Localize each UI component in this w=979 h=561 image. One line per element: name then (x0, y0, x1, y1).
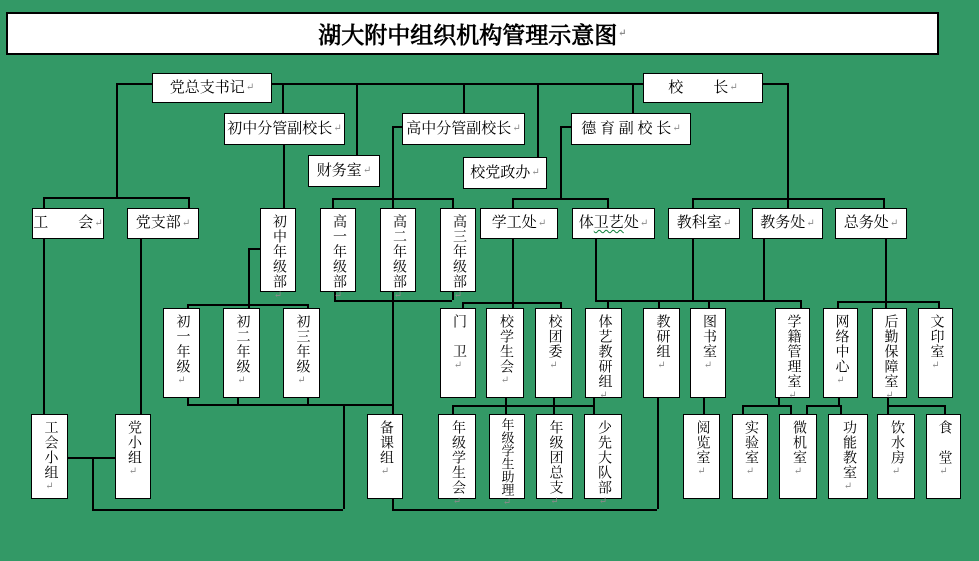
connector-line (92, 509, 343, 511)
node-finance-office[interactable] (308, 155, 380, 187)
connector-line (553, 405, 555, 414)
node-junior2-grade[interactable] (223, 308, 260, 398)
connector-line (463, 83, 465, 113)
connector-line (343, 404, 345, 509)
paragraph-mark: ↵ (272, 290, 284, 301)
connector-line (512, 239, 514, 302)
student-records-office-label: 学籍管理室 (785, 314, 801, 389)
paragraph-mark: ↵ (236, 375, 247, 386)
paragraph-mark: ↵ (722, 217, 732, 229)
connector-line (560, 126, 571, 128)
connector-line (392, 509, 657, 511)
paragraph-mark: ↵ (245, 82, 255, 93)
paragraph-mark: ↵ (451, 496, 463, 507)
node-party-general-secretary[interactable] (152, 73, 272, 103)
node-junior-vice-principal[interactable] (224, 113, 345, 145)
node-gate-guard[interactable] (440, 308, 476, 398)
party-small-group-label: 党小组 (126, 420, 141, 465)
connector-line (883, 198, 885, 208)
paragraph-mark: ↵ (890, 466, 902, 477)
node-laboratory[interactable] (732, 414, 768, 499)
connector-line (283, 145, 285, 208)
school-youth-league-label: 校团委 (546, 314, 562, 359)
connector-line (248, 248, 260, 250)
pe-health-art-office-label-pre: 体 (578, 215, 594, 231)
connector-line (595, 239, 597, 300)
senior3-grade-dept-label: 高三年级部 (451, 214, 466, 289)
paragraph-mark: ↵ (744, 466, 756, 477)
connector-line (392, 198, 394, 208)
node-lesson-prep-group[interactable] (367, 414, 403, 499)
paragraph-mark: ↵ (930, 360, 941, 371)
paragraph-mark: ↵ (94, 217, 103, 229)
paragraph-mark: ↵ (787, 390, 798, 401)
connector-line (392, 126, 394, 198)
grade-league-branch-label: 年级团总支 (547, 420, 563, 495)
paragraph-mark: ↵ (696, 466, 707, 477)
student-affairs-office-label: 学工处 (491, 215, 537, 231)
union-small-group-label: 工会小组 (42, 420, 58, 480)
paragraph-mark: ↵ (379, 466, 391, 477)
node-teaching-group[interactable] (643, 308, 680, 398)
paragraph-mark: ↵ (392, 290, 404, 301)
network-center-label: 网络中心 (833, 314, 849, 374)
connector-line (248, 248, 250, 304)
node-teaching-research-office[interactable] (668, 208, 740, 239)
node-general-affairs-office[interactable] (835, 208, 907, 239)
node-senior1-grade-dept[interactable] (320, 208, 356, 301)
paragraph-mark: ↵ (296, 375, 307, 386)
node-labor-union[interactable] (32, 208, 104, 239)
node-logistics-support-office[interactable] (872, 308, 907, 401)
connector-line (632, 83, 634, 113)
connector-line (537, 83, 539, 157)
academic-affairs-office-label: 教务处 (760, 215, 806, 231)
connector-line (188, 197, 190, 208)
node-school-student-union[interactable] (486, 308, 524, 398)
connector-line (356, 83, 358, 155)
paragraph-mark: ↵ (548, 360, 559, 371)
school-student-union-label: 校学生会 (498, 314, 513, 374)
paragraph-mark: ↵ (531, 167, 540, 178)
connector-line (512, 198, 607, 200)
moral-education-vice-principal-label: 德 育 副 校 长 (581, 120, 672, 137)
canteen-label: 食 堂 (936, 420, 952, 465)
senior-vice-principal-label: 高中分管副校长 (406, 120, 512, 137)
function-classroom-label: 功能教室 (841, 420, 856, 480)
connector-line (452, 405, 454, 414)
junior-grade-dept-label: 初中年级部 (271, 214, 286, 289)
pe-health-art-office-label-post: 处 (623, 215, 639, 231)
connector-line (703, 398, 705, 414)
connector-line (553, 398, 555, 405)
connector-line (116, 83, 118, 197)
connector-line (692, 198, 694, 208)
connector-line (560, 126, 562, 198)
node-computer-room[interactable] (779, 414, 817, 499)
connector-line (332, 198, 334, 208)
general-affairs-office-label: 总务处 (843, 215, 889, 231)
node-student-records-office[interactable] (775, 308, 810, 401)
connector-line (505, 398, 507, 405)
node-canteen[interactable] (926, 414, 961, 499)
node-junior1-grade[interactable] (163, 308, 200, 398)
grade-student-assistant-label: 年级学生助理 (499, 418, 515, 496)
connector-line (140, 239, 142, 415)
paragraph-mark: ↵ (181, 217, 191, 229)
connector-line (595, 300, 800, 302)
node-senior3-grade-dept[interactable] (440, 208, 476, 301)
node-party-admin-office[interactable] (463, 157, 547, 189)
node-function-classroom[interactable] (828, 414, 868, 499)
node-printing-room[interactable] (918, 308, 953, 398)
water-room-label: 饮水房 (889, 420, 904, 465)
node-senior-vice-principal[interactable] (402, 113, 525, 145)
node-senior2-grade-dept[interactable] (380, 208, 416, 301)
connector-line (787, 83, 789, 208)
connector-line (742, 405, 790, 407)
young-pioneers-brigade-label: 少先大队部 (596, 420, 611, 495)
connector-line (92, 457, 94, 509)
connector-line (43, 239, 45, 415)
node-grade-student-assistant[interactable] (489, 414, 525, 508)
paragraph-mark: ↵ (452, 290, 464, 301)
connector-line (885, 239, 887, 301)
connector-line (512, 198, 514, 208)
paragraph-mark: ↵ (176, 375, 187, 386)
node-young-pioneers-brigade[interactable] (584, 414, 622, 507)
laboratory-label: 实验室 (743, 420, 758, 465)
node-principal[interactable] (643, 73, 763, 103)
junior-vice-principal-label: 初中分管副校长 (227, 120, 333, 137)
paragraph-mark: ↵ (889, 217, 899, 229)
node-pe-art-teaching-group[interactable] (585, 308, 622, 401)
principal-label: 校 长 (668, 79, 729, 96)
finance-office-label: 财务室 (316, 162, 362, 179)
node-union-small-group[interactable] (31, 414, 68, 499)
paragraph-mark: ↵ (806, 217, 815, 229)
connector-line (452, 198, 454, 208)
paragraph-mark: ↵ (501, 497, 513, 508)
paragraph-mark: ↵ (332, 290, 344, 301)
node-network-center[interactable] (823, 308, 858, 398)
node-academic-affairs-office[interactable] (752, 208, 823, 239)
connector-line (187, 404, 392, 406)
gate-guard-label: 门 卫 (451, 314, 466, 359)
node-junior-grade-dept[interactable] (260, 208, 296, 301)
node-moral-education-vice-principal[interactable] (571, 113, 691, 145)
logistics-support-office-label: 后勤保障室 (882, 314, 898, 389)
connector-line (43, 197, 188, 199)
connector-line (763, 239, 765, 300)
paragraph-mark: ↵ (884, 390, 895, 401)
connector-line (282, 83, 284, 113)
connector-line (806, 405, 808, 414)
paragraph-mark: ↵ (792, 466, 804, 477)
paragraph-mark: ↵ (656, 360, 667, 371)
connector-line (392, 292, 394, 415)
node-student-affairs-office[interactable] (480, 208, 558, 239)
connector-line (887, 405, 944, 407)
paragraph-mark: ↵ (598, 390, 609, 401)
node-pe-health-art-office[interactable] (572, 208, 655, 239)
teaching-group-label: 教研组 (654, 314, 670, 359)
chart-title-box[interactable] (6, 12, 939, 55)
junior1-grade-label: 初一年级 (174, 314, 190, 374)
node-water-room[interactable] (877, 414, 915, 499)
connector-line (806, 405, 840, 407)
junior2-grade-label: 初二年级 (234, 314, 250, 374)
computer-room-label: 微机室 (791, 420, 806, 465)
connector-line (392, 499, 394, 509)
paragraph-mark: ↵ (842, 481, 854, 492)
junior3-grade-label: 初三年级 (294, 314, 310, 374)
paragraph-mark: ↵ (512, 123, 521, 134)
node-grade-student-union[interactable] (438, 414, 476, 507)
paragraph-mark: ↵ (618, 28, 627, 39)
connector-line (692, 239, 694, 300)
paragraph-mark: ↵ (702, 360, 714, 371)
connector-line (462, 302, 560, 304)
teaching-research-office-label: 教科室 (676, 215, 722, 231)
senior2-grade-dept-label: 高二年级部 (391, 214, 406, 289)
connector-line (837, 301, 938, 303)
paragraph-mark: ↵ (729, 82, 738, 93)
paragraph-mark: ↵ (127, 466, 139, 477)
paragraph-mark: ↵ (639, 217, 649, 229)
paragraph-mark: ↵ (537, 217, 547, 229)
connector-line (68, 457, 115, 459)
connector-line (607, 198, 609, 208)
node-junior3-grade[interactable] (283, 308, 320, 398)
connector-line (790, 405, 792, 414)
paragraph-mark: ↵ (597, 496, 609, 507)
grade-student-union-label: 年级学生会 (450, 420, 465, 495)
reading-room-label: 阅览室 (694, 420, 710, 465)
library-label: 图书室 (701, 314, 716, 359)
connector-line (593, 405, 595, 414)
connector-line (452, 405, 593, 407)
party-general-secretary-label: 党总支书记 (169, 79, 245, 96)
connector-line (657, 398, 659, 509)
node-party-branch[interactable] (127, 208, 199, 239)
connector-line (840, 405, 842, 414)
connector-line (43, 197, 45, 208)
node-school-youth-league[interactable] (535, 308, 572, 398)
connector-line (593, 398, 595, 405)
connector-line (944, 405, 946, 414)
paragraph-mark: ↵ (499, 375, 511, 386)
paragraph-mark: ↵ (44, 481, 55, 492)
lesson-prep-group-label: 备课组 (378, 420, 393, 465)
party-branch-label: 党支部 (135, 215, 181, 231)
connector-line (742, 405, 744, 414)
node-reading-room[interactable] (683, 414, 720, 499)
paragraph-mark: ↵ (835, 375, 846, 386)
connector-line (838, 398, 840, 405)
node-library[interactable] (690, 308, 726, 398)
paragraph-mark: ↵ (549, 496, 560, 507)
paragraph-mark: ↵ (672, 123, 681, 134)
node-party-small-group[interactable] (115, 414, 151, 499)
node-grade-league-branch[interactable] (536, 414, 573, 507)
printing-room-label: 文印室 (928, 314, 944, 359)
connector-line (187, 304, 307, 306)
paragraph-mark: ↵ (362, 165, 372, 176)
party-admin-office-label: 校党政办 (470, 164, 531, 181)
pe-art-teaching-group-label: 体艺教研组 (596, 314, 612, 389)
labor-union-label: 工 会 (33, 215, 94, 231)
connector-line (392, 126, 402, 128)
paragraph-mark: ↵ (452, 360, 464, 371)
chart-title: 湖大附中组织机构管理示意图 (318, 23, 618, 48)
connector-line (692, 198, 883, 200)
pe-health-art-office-label-wavy: 卫艺 (593, 215, 624, 231)
connector-line (505, 405, 507, 414)
paragraph-mark: ↵ (333, 123, 342, 134)
connector-line (778, 398, 780, 405)
paragraph-mark: ↵ (938, 466, 949, 477)
senior1-grade-dept-label: 高一年级部 (331, 214, 346, 289)
